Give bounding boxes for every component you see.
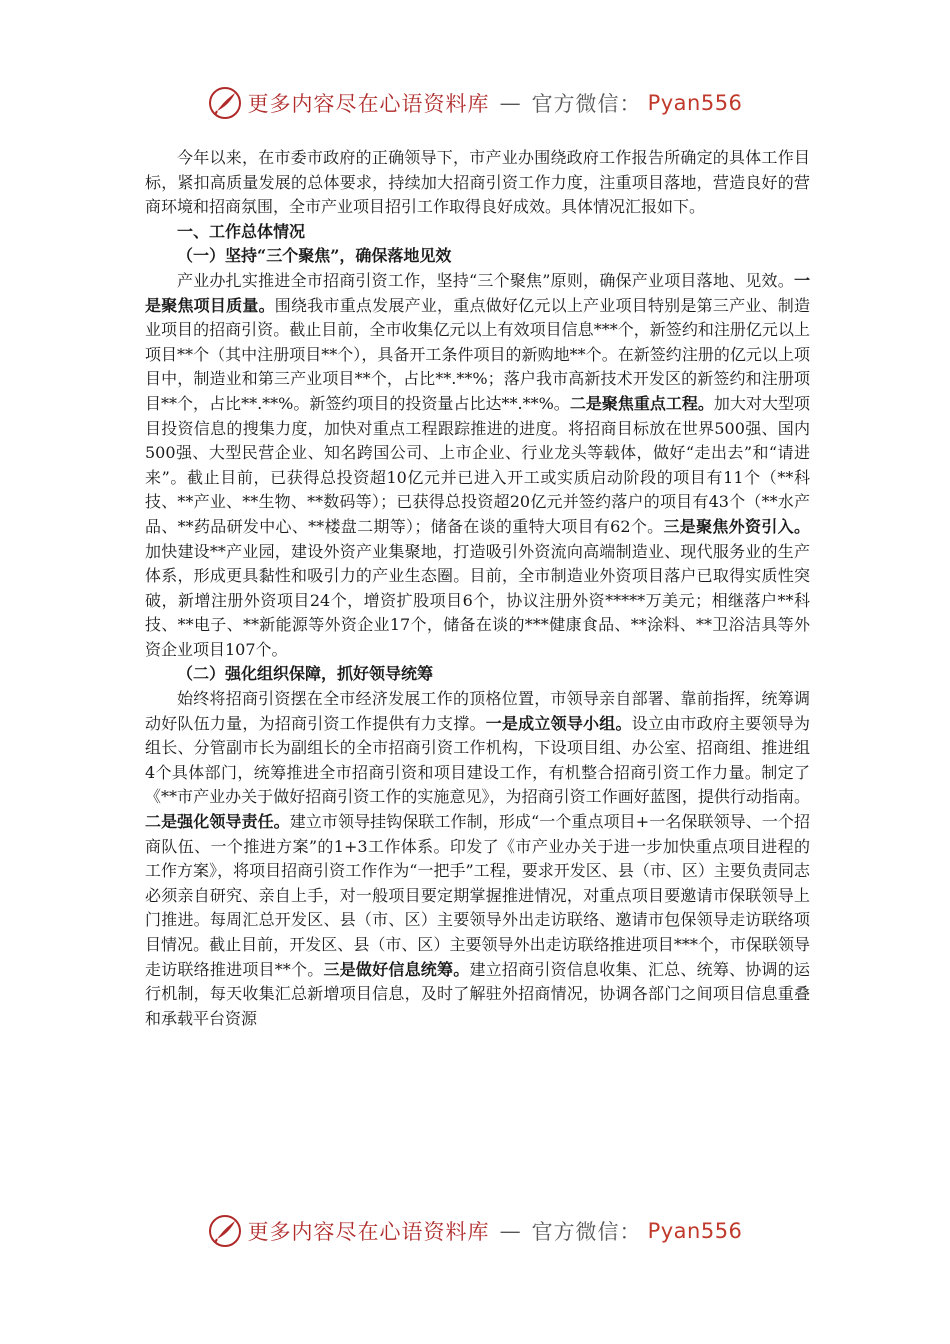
section-heading-1: 一、工作总体情况 [177, 221, 306, 241]
bold-lead-3: 三是做好信息统筹。 [323, 959, 470, 979]
text-run: 加大对大型项目投资信息的搜集力度，加快对重点工程跟踪推进的进度。将招商目标放在世界500强、国内500强、大型民营企业、知名跨国公司、上市企业、行业龙头等载体，做好“走出去”和“请进来”。截止目前，已获得总投资超10亿元并已进入开工或实质启动阶段的项目有11个（**科技、**产业、**生物、**数码等）；已获得总投资超20亿元并签约落户的项目有43个（**水产品、**药品研发中心、**楼盘二期等）；储备在谈的重特大项目有62个。 [145, 393, 810, 536]
subsection-heading-1: （一）坚持“三个聚焦”，确保落地见效 [177, 246, 452, 266]
watermark-wechat-label: 官方微信： [531, 1220, 642, 1244]
subsection-1-paragraph [145, 269, 810, 663]
document-body [145, 146, 810, 1031]
watermark-wechat-id: Pyan556 [647, 91, 743, 115]
watermark-site-text: 更多内容尽在心语资料库 [247, 1220, 490, 1244]
watermark-wechat-id: Pyan556 [647, 1219, 743, 1243]
text-run: 产业办扎实推进全市招商引资工作，坚持“三个聚焦”原则，确保产业项目落地、见效。 [177, 270, 794, 290]
watermark-separator: — [499, 91, 522, 115]
bold-lead-1: 一是成立领导小组。 [485, 713, 632, 733]
text-run: 围绕我市重点发展产业，重点做好亿元以上产业项目特别是第三产业、制造业项目的招商引资。截止目前，全市收集亿元以上有效项目信息***个，新签约和注册亿元以上项目**个（其中注册项目**个），具备开工条件项目的新购地**个。在新签约注册的亿元以上项目中，制造业和第三产业项目**个，占比**.**%；落户我市高新技术开发区的新签约和注册项目**个，占比**.**%。新签约项目的投资量占比达**.**%。 [145, 295, 810, 413]
watermark-wechat-label: 官方微信： [531, 92, 642, 116]
watermark-site-text: 更多内容尽在心语资料库 [247, 92, 490, 116]
text-run: 设立由市政府主要领导为组长、分管副市长为副组长的全市招商引资工作机构，下设项目组、办公室、招商组、推进组4个具体部门，统筹推进全市招商引资和项目建设工作，有机整合招商引资工作力量。制定了《**市产业办关于做好招商引资工作的实施意见》，为招商引资工作画好蓝图，提供行动指南。 [145, 713, 810, 807]
watermark-separator: — [499, 1219, 522, 1243]
text-run: 加快建设**产业园，建设外资产业集聚地，打造吸引外资流向高端制造业、现代服务业的生产体系，形成更具黏性和吸引力的产业生态圈。目前，全市制造业外资项目落户已取得实质性突破，新增注册外资项目24个，增资扩股项目6个，协议注册外资*****万美元；相继落户**科技、**电子、**新能源等外资企业17个，储备在谈的***健康食品、**涂料、**卫浴洁具等外资企业项目107个。 [145, 541, 810, 659]
subsection-heading-2: （二）强化组织保障，抓好领导统筹 [177, 664, 434, 684]
text-run: 建立招商引资信息收集、汇总、统筹、协调的运行机制，每天收集汇总新增项目信息，及时了解驻外招商情况，协调各部门之间项目信息重叠和承载平台资源 [145, 959, 810, 1028]
bold-lead-3: 三是聚焦外资引入。 [663, 516, 810, 536]
text-run: 始终将招商引资摆在全市经济发展工作的顶格位置，市领导亲自部署、靠前指挥，统筹调动好队伍力量，为招商引资工作提供有力支撑。 [145, 689, 810, 733]
subsection-2-paragraph [145, 687, 810, 1031]
watermark-header [0, 86, 950, 120]
bold-lead-2: 二是聚焦重点工程。 [569, 393, 714, 413]
watermark-footer [0, 1214, 950, 1248]
quill-logo-icon [208, 1214, 242, 1248]
bold-lead-1: 一是聚焦项目质量。 [145, 270, 810, 315]
text-run: 建立市领导挂钩保联工作制，形成“一个重点项目+一名保联领导、一个招商队伍、一个推进方案”的1+3工作体系。印发了《市产业办关于进一步加快重点项目进程的工作方案》，将项目招商引资工作作为“一把手”工程，要求开发区、县（市、区）主要负责同志必须亲自研究、亲自上手，对一般项目要定期掌握推进情况，对重点项目要邀请市保联领导上门推进。每周汇总开发区、县（市、区）主要领导外出走访联络、邀请市包保领导走访联络项目情况。截止目前，开发区、县（市、区）主要领导外出走访联络推进项目***个，市保联领导走访联络推进项目**个。 [145, 812, 810, 979]
quill-logo-icon [208, 86, 242, 120]
intro-paragraph: 今年以来，在市委市政府的正确领导下，市产业办围绕政府工作报告所确定的具体工作目标，紧扣高质量发展的总体要求，持续加大招商引资工作力度，注重项目落地，营造良好的营商环境和招商氛围，全市产业项目招引工作取得良好成效。具体情况汇报如下。 [145, 148, 810, 217]
bold-lead-2: 二是强化领导责任。 [145, 812, 290, 832]
